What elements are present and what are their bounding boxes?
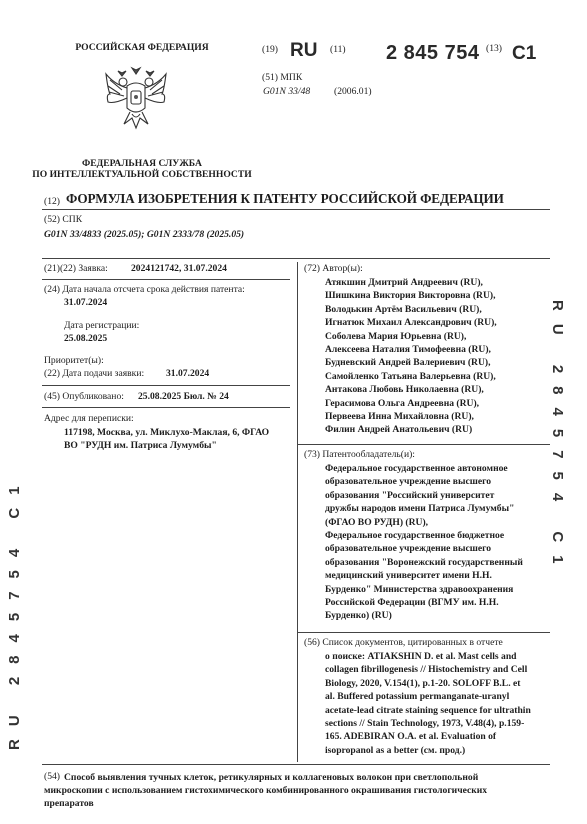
start-date-value: 31.07.2024 (64, 297, 108, 308)
registration-value: 25.08.2025 (64, 333, 108, 344)
bottom-divider (42, 764, 550, 765)
code-13: (13) (486, 43, 502, 54)
owner-line: дружбы народов имени Патриса Лумумбы" (325, 503, 515, 515)
author-name: Первеева Инна Михайловна (RU), (325, 411, 474, 423)
column-divider (297, 262, 298, 762)
code-11: (11) (330, 44, 346, 55)
agency-name-line1: ФЕДЕРАЛЬНАЯ СЛУЖБА (82, 158, 202, 169)
owners-list (325, 462, 523, 623)
references-list (325, 650, 531, 757)
start-date-label: (24) Дата начала отсчета срока действия патента: (44, 284, 245, 295)
authors-list (325, 276, 497, 437)
coat-of-arms-emblem-icon (102, 64, 170, 136)
code-19: (19) (262, 44, 278, 55)
country-name: РОССИЙСКАЯ ФЕДЕРАЦИЯ (75, 42, 209, 53)
published-label: (45) Опубликовано: (44, 391, 124, 402)
author-name: Соболева Мария Юрьевна (RU), (325, 330, 467, 342)
reference-line: sections // Stain Technology, 1973, V.48(4), p.159- (325, 718, 525, 730)
author-name: Самойленко Татьяна Валерьевна (RU), (325, 370, 496, 382)
cpc-divider (42, 258, 550, 259)
reference-line: о поиске: ATIAKSHIN D. et al. Mast cells and (325, 651, 517, 662)
author-name: Шишкина Виктория Викторовна (RU), (325, 290, 496, 302)
title-divider (42, 209, 550, 210)
reference-line: Biology, 2020, V.154(1), p.1-20. SOLOFF B.L. et (325, 677, 521, 689)
invention-title (64, 771, 478, 784)
invention-title-line: препаратов (44, 798, 94, 809)
owners-label: (73) Патентообладатель(и): (304, 449, 415, 460)
document-title: ФОРМУЛА ИЗОБРЕТЕНИЯ К ПАТЕНТУ РОССИЙСКОЙ ФЕДЕРАЦИИ (66, 191, 504, 206)
address-line2: ВО "РУДН им. Патриса Лумумбы" (64, 440, 217, 451)
owner-line: Бурденко" Министерства здравоохранения (325, 583, 514, 595)
title-code: (12) (44, 196, 60, 207)
authors-divider (297, 444, 550, 445)
owner-line: образовательное учреждение высшего (325, 476, 492, 488)
author-name: Антакова Любовь Николаевна (RU), (325, 384, 484, 396)
priority-divider (42, 385, 290, 386)
application-divider (42, 279, 290, 280)
owner-line: образования "Воронежский государственный (325, 556, 523, 568)
application-value: 2024121742, 31.07.2024 (131, 263, 227, 274)
owner-line: (ФГАО ВО РУДН) (RU), (325, 516, 429, 528)
mpk-label: (51) МПК (262, 72, 303, 83)
author-name: Атякшин Дмитрий Андреевич (RU), (325, 277, 483, 288)
mpk-year: (2006.01) (334, 86, 372, 97)
reference-line: isopropanol as a better (см. прод.) (325, 744, 466, 756)
mpk-class: G01N 33/48 (263, 86, 311, 97)
author-name: Герасимова Ольга Андреевна (RU), (325, 397, 480, 409)
address-label: Адрес для переписки: (44, 413, 134, 424)
filing-date-label: (22) Дата подачи заявки: (44, 368, 145, 379)
references-label: (56) Список документов, цитированных в отчете (304, 637, 503, 648)
owner-line: Бурденко) (RU) (325, 610, 392, 622)
cpc-label: (52) СПК (44, 214, 83, 225)
application-label: (21)(22) Заявка: (44, 263, 108, 274)
filing-date-value: 31.07.2024 (166, 368, 210, 379)
owner-line: образовательное учреждение высшего (325, 543, 492, 555)
invention-title-continued (44, 784, 487, 810)
owner-line: Федеральное государственное бюджетное (325, 530, 505, 542)
country-code-ru: RU (290, 40, 318, 61)
reference-line: 165. ADEBIRAN O.A. et al. Evaluation of (325, 731, 497, 743)
invention-title-line: Способ выявления тучных клеток, ретикулярных и коллагеновых волокон при светлопольной (64, 772, 479, 783)
author-name: Володькин Артём Васильевич (RU), (325, 303, 482, 315)
reference-line: al. Buffered potassium permanganate-uranyl (325, 691, 510, 703)
author-name: Игнатюк Михаил Александрович (RU), (325, 317, 497, 329)
owner-line: Российской Федерации (ВГМУ им. Н.Н. (325, 597, 499, 609)
author-name: Филин Андрей Анатольевич (RU) (325, 424, 473, 436)
priority-label: Приоритет(ы): (44, 355, 104, 366)
address-line1: 117198, Москва, ул. Миклухо-Маклая, 6, ФГАО (64, 427, 270, 438)
invention-code: (54) (44, 771, 60, 782)
author-name: Алексеева Наталия Тимофеевна (RU), (325, 344, 491, 356)
published-divider (42, 407, 290, 408)
kind-code-c1: C1 (512, 43, 537, 64)
patent-number: 2 845 754 (386, 42, 480, 64)
left-vertical-patent-id: RU 2845754 C1 (6, 473, 23, 750)
published-value: 25.08.2025 Бюл. № 24 (138, 391, 229, 402)
owner-line: Федеральное государственное автономное (325, 463, 508, 474)
owners-divider (297, 632, 550, 633)
authors-label: (72) Автор(ы): (304, 263, 363, 274)
agency-name-line2: ПО ИНТЕЛЛЕКТУАЛЬНОЙ СОБСТВЕННОСТИ (32, 169, 252, 180)
cpc-value: G01N 33/4833 (2025.05); G01N 2333/78 (2025.05) (44, 229, 245, 240)
registration-label: Дата регистрации: (64, 320, 140, 331)
owner-line: медицинский университет имени Н.Н. (325, 570, 492, 582)
reference-line: acetate-lead citrate staining sequence for ultrathin (325, 704, 531, 716)
invention-title-line: микроскопии с использованием гистохимического комбинированного окрашивания гистологических (44, 785, 488, 796)
author-name: Будневский Андрей Валериевич (RU), (325, 357, 491, 369)
right-vertical-patent-id: RU 2845754 C1 (549, 300, 566, 577)
owner-line: образования "Российский университет (325, 489, 495, 501)
reference-line: collagen fibrillogenesis // Histochemistry and Cell (325, 664, 528, 676)
